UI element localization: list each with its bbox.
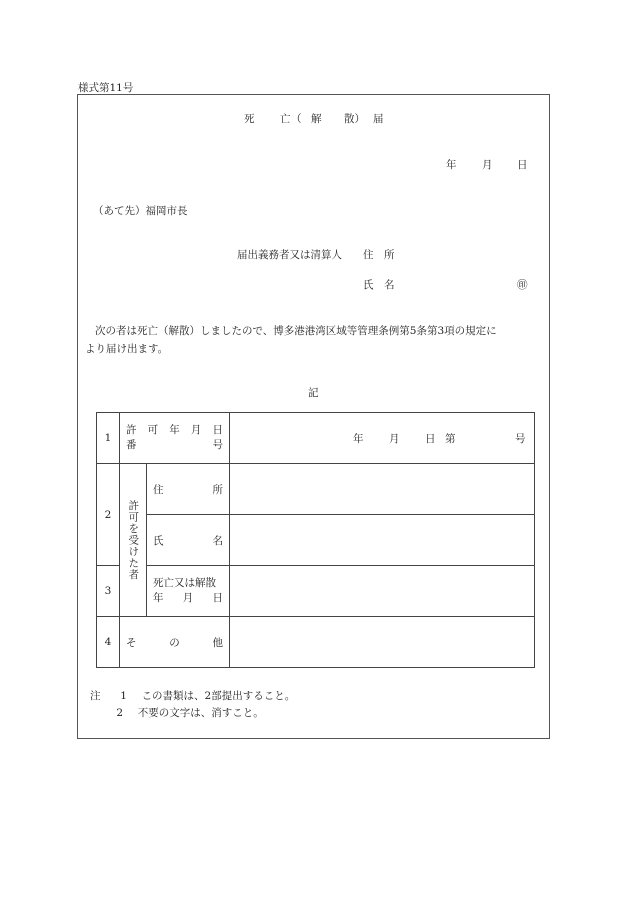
label-line: 死亡又は解散 [153,577,216,589]
body-text [85,322,545,358]
table-row [97,413,535,464]
ki-heading: 記 [308,387,319,399]
seal-mark: ㊞ [517,279,528,291]
permit-holder-label: 許可を受けた者 [127,499,140,581]
field-year-label: 年 [353,433,364,445]
label-char: 月 [182,592,194,604]
field-month-label: 月 [389,433,400,445]
note-item [90,688,295,705]
label-char: 年 [153,592,164,604]
address-field[interactable] [230,464,535,515]
label-char: 氏 [153,534,164,547]
address-label-cell [147,464,230,515]
table-row [97,566,535,617]
label-char: 他 [212,636,223,649]
other-label-cell [120,617,230,668]
label-char: 日 [212,592,223,604]
label-char: 号 [212,439,223,451]
title-char-shi: 死 [244,113,255,125]
label-char: 番 [126,439,137,451]
row-number: 4 [97,617,120,668]
permit-holder-label-cell [120,464,147,617]
label-char: の [169,636,180,649]
body-line-2: より届け出ます。 [85,343,169,355]
death-dissolution-date-field[interactable] [230,566,535,617]
note-text: 不要の文字は、消すこと。 [137,707,264,719]
permit-date-number-field[interactable] [230,413,535,464]
note-number: 1 [120,690,127,702]
applicant-name-label: 氏 名 [363,279,395,291]
field-day-label: 日 [425,433,436,445]
label-char: 年 [169,424,180,436]
title-char-san: 散） [344,113,365,125]
date-year-label: 年 [446,159,457,171]
title-char-bou: 亡 [280,113,291,125]
row-number: 2 [97,464,120,566]
date-month-label: 月 [482,159,493,171]
title-char-kai: 解 [311,113,322,125]
applicant-address-label: 住 所 [363,249,395,261]
label-char: 可 [147,424,159,436]
form-number: 様式第11号 [78,82,134,94]
title-char-todoke: 届 [373,113,384,125]
label-char: 月 [190,424,202,436]
row-number: 3 [97,566,120,617]
label-char: そ [126,636,137,649]
title-paren-open: （ [291,113,302,125]
row-number: 1 [97,413,120,464]
label-char: 許 [126,424,137,436]
note-item [90,705,295,722]
table-row [97,464,535,515]
other-field[interactable] [230,617,535,668]
field-gou-label: 号 [515,433,526,445]
name-label-cell [147,515,230,566]
table-row [97,515,535,566]
date-day-label: 日 [517,159,528,171]
death-dissolution-date-label [147,566,230,617]
note-text: この書類は、2部提出すること。 [141,690,296,702]
notes-prefix: 注 [90,690,101,702]
label-char: 名 [212,534,223,547]
table-row [97,617,535,668]
items-table [96,412,535,668]
name-field[interactable] [230,515,535,566]
body-line-1: 次の者は死亡（解散）しましたので、博多港港湾区域等管理条例第5条第3項の規定に [95,325,497,337]
note-number: 2 [116,707,124,719]
notes [90,688,295,722]
field-dai-label: 第 [445,433,456,445]
label-char: 住 [153,483,164,496]
label-char: 日 [212,424,223,436]
label-char: 所 [212,483,223,496]
applicant-role-label: 届出義務者又は清算人 [237,249,342,261]
addressee: （あて先）福岡市長 [93,205,188,217]
permit-date-number-label [120,413,230,464]
